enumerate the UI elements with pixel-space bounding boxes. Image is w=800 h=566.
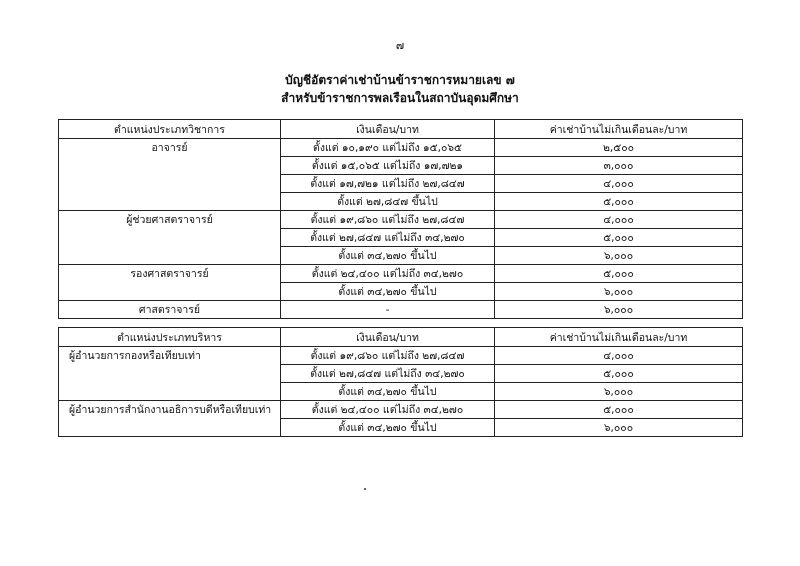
rent-cell: ๕,๐๐๐ [495,401,743,419]
salary-cell: ตั้งแต่ ๒๗,๘๔๗ แต่ไม่ถึง ๓๔,๒๗๐ [281,365,495,383]
salary-cell: ตั้งแต่ ๑๙,๘๖๐ แต่ไม่ถึง ๒๗,๘๔๗ [281,211,495,229]
salary-cell: ตั้งแต่ ๑๗,๗๒๑ แต่ไม่ถึง ๒๗,๘๔๗ [281,175,495,193]
salary-cell: ตั้งแต่ ๒๔,๔๐๐ แต่ไม่ถึง ๓๔,๒๗๐ [281,401,495,419]
rent-header: ค่าเช่าบ้านไม่เกินเดือนละ/บาท [495,328,743,347]
academic-rent-table [58,119,743,319]
position-header: ตำแหน่งประเภทวิชาการ [59,120,281,139]
position-header: ตำแหน่งประเภทบริหาร [59,328,281,347]
position-cell: รองศาสตราจารย์ [59,265,281,301]
position-cell: ผู้อำนวยการสำนักงานอธิการบดีหรือเทียบเท่า [59,401,281,437]
position-cell: อาจารย์ [59,139,281,211]
rent-cell: ๕,๐๐๐ [495,229,743,247]
rent-cell: ๔,๐๐๐ [495,347,743,365]
salary-cell: ตั้งแต่ ๓๔,๒๗๐ ขึ้นไป [281,283,495,301]
salary-cell: - [281,301,495,319]
rent-cell: ๔,๐๐๐ [495,211,743,229]
salary-cell: ตั้งแต่ ๒๔,๔๐๐ แต่ไม่ถึง ๓๔,๒๗๐ [281,265,495,283]
position-cell: ผู้อำนวยการกองหรือเทียบเท่า [59,347,281,401]
table-row [59,139,743,157]
scan-speck [364,488,366,490]
rent-cell: ๖,๐๐๐ [495,419,743,437]
salary-header: เงินเดือน/บาท [281,120,495,139]
page-number: ๗ [395,39,405,52]
table-row [59,265,743,283]
rent-cell: ๕,๐๐๐ [495,265,743,283]
rent-cell: ๕,๐๐๐ [495,365,743,383]
table-row [59,347,743,365]
table-row [59,301,743,319]
rent-header: ค่าเช่าบ้านไม่เกินเดือนละ/บาท [495,120,743,139]
position-cell: ผู้ช่วยศาสตราจารย์ [59,211,281,265]
rent-cell: ๖,๐๐๐ [495,247,743,265]
salary-cell: ตั้งแต่ ๓๔,๒๗๐ ขึ้นไป [281,383,495,401]
table-row [59,211,743,229]
rent-cell: ๖,๐๐๐ [495,283,743,301]
rent-cell: ๔,๐๐๐ [495,175,743,193]
table-row [59,401,743,419]
salary-cell: ตั้งแต่ ๓๔,๒๗๐ ขึ้นไป [281,247,495,265]
rent-cell: ๕,๐๐๐ [495,193,743,211]
rent-cell: ๒,๕๐๐ [495,139,743,157]
salary-cell: ตั้งแต่ ๑๙,๘๖๐ แต่ไม่ถึง ๒๗,๘๔๗ [281,347,495,365]
salary-cell: ตั้งแต่ ๒๗,๘๔๗ ขึ้นไป [281,193,495,211]
salary-cell: ตั้งแต่ ๒๗,๘๔๗ แต่ไม่ถึง ๓๔,๒๗๐ [281,229,495,247]
salary-header: เงินเดือน/บาท [281,328,495,347]
table-header-row [59,120,743,139]
table-header-row [59,328,743,347]
rent-cell: ๓,๐๐๐ [495,157,743,175]
rent-cell: ๖,๐๐๐ [495,383,743,401]
document-title: บัญชีอัตราค่าเช่าบ้านข้าราชการหมายเลข ๗ [285,73,515,87]
rent-cell: ๖,๐๐๐ [495,301,743,319]
salary-cell: ตั้งแต่ ๑๐,๑๙๐ แต่ไม่ถึง ๑๕,๐๖๕ [281,139,495,157]
salary-cell: ตั้งแต่ ๓๔,๒๗๐ ขึ้นไป [281,419,495,437]
document-subtitle: สำหรับข้าราชการพลเรือนในสถาบันอุดมศึกษา [281,91,519,105]
executive-rent-table [58,327,743,437]
position-cell: ศาสตราจารย์ [59,301,281,319]
salary-cell: ตั้งแต่ ๑๕,๐๖๕ แต่ไม่ถึง ๑๗,๗๒๑ [281,157,495,175]
